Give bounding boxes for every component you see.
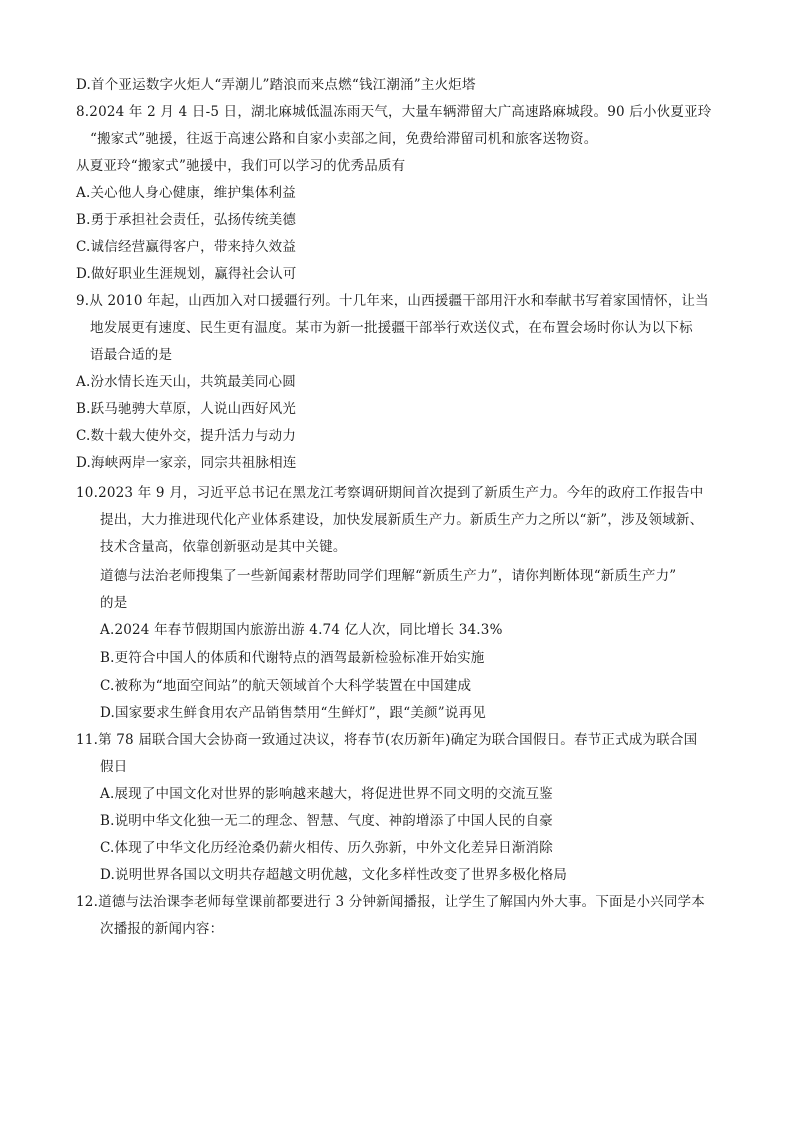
q11-option-d: D.说明世界各国以文明共存超越文明优越，文化多样性改变了世界多极化格局 [100,867,568,883]
q11-option-a: A.展现了中国文化对世界的影响越来越大，将促进世界不同文明的交流互鉴 [100,786,553,802]
q8-option-a: A.关心他人身心健康，维护集体利益 [76,185,296,201]
q9-stem-line-2: 地发展更有速度、民生更有温度。某市为新一批援疆干部举行欢送仪式，在布置会场时你认为以下标 [90,320,693,336]
q10-option-d: D.国家要求生鲜食用农产品销售禁用“生鲜灯”，跟“美颜”说再见 [100,705,486,721]
q9-option-b: B.跃马驰骋大草原，人说山西好风光 [76,401,297,417]
q7-option-d: D.首个亚运数字火炬人“弄潮儿”踏浪而来点燃“钱江潮涌”主火炬塔 [76,77,476,93]
q8-option-b: B.勇于承担社会责任，弘扬传统美德 [76,212,297,228]
q11-option-c: C.体现了中华文化历经沧桑仍薪火相传、历久弥新，中外文化差异日渐消除 [100,840,553,856]
q10-option-b: B.更符合中国人的体质和代谢特点的酒驾最新检验标准开始实施 [100,650,485,666]
q8-option-d: D.做好职业生涯规划，赢得社会认可 [76,266,297,282]
q10-option-a: A.2024 年春节假期国内旅游出游 4.74 亿人次，同比增长 34.3% [100,622,503,638]
q10-stem-line-4: 道德与法治老师搜集了一些新闻素材帮助同学们理解“新质生产力”，请你判断体现“新质生产力” [100,568,677,584]
q12-stem-line-1: 12.道德与法治课李老师每堂课前都要进行 3 分钟新闻播报，让学生了解国内外大事。下面是小兴同学本 [76,894,705,910]
q8-stem-line-2: “搬家式”驰援，往返于高速公路和自家小卖部之间，免费给滞留司机和旅客送物资。 [90,131,598,147]
q9-stem-line-1: 9.从 2010 年起，山西加入对口援疆行列。十几年来，山西援疆干部用汗水和奉献书写着家国情怀，让当 [76,293,709,309]
q9-stem-line-3: 语最合适的是 [90,347,173,363]
q11-stem-line-2: 假日 [100,759,128,775]
q11-option-b: B.说明中华文化独一无二的理念、智慧、气度、神韵增添了中国人民的自豪 [100,813,554,829]
q8-stem-line-3: 从夏亚玲“搬家式”驰援中，我们可以学习的优秀品质有 [76,158,406,174]
q12-stem-line-2: 次播报的新闻内容： [100,921,224,937]
q10-stem-line-5: 的是 [100,595,128,611]
q10-stem-line-2: 提出，大力推进现代化产业体系建设，加快发展新质生产力。新质生产力之所以“新”，涉及领域新、 [100,512,704,528]
q10-stem-line-1: 10.2023 年 9 月，习近平总书记在黑龙江考察调研期间首次提到了新质生产力。今年的政府工作报告中 [76,485,704,501]
q8-option-c: C.诚信经营赢得客户，带来持久效益 [76,239,297,255]
q11-stem-line-1: 11.第 78 届联合国大会协商一致通过决议，将春节(农历新年)确定为联合国假日。春节正式成为联合国 [76,732,698,748]
q8-stem-line-1: 8.2024 年 2 月 4 日-5 日，湖北麻城低温冻雨天气，大量车辆滞留大广高速路麻城段。90 后小伙夏亚玲 [76,104,712,120]
q10-stem-line-3: 技术含量高，依靠创新驱动是其中关键。 [100,539,347,555]
q9-option-d: D.海峡两岸一家亲，同宗共祖脉相连 [76,455,297,471]
q9-option-a: A.汾水情长连天山，共筑最美同心圆 [76,374,296,390]
q10-option-c: C.被称为“地面空间站”的航天领域首个大科学装置在中国建成 [100,678,472,694]
q9-option-c: C.数十载大使外交，提升活力与动力 [76,428,297,444]
